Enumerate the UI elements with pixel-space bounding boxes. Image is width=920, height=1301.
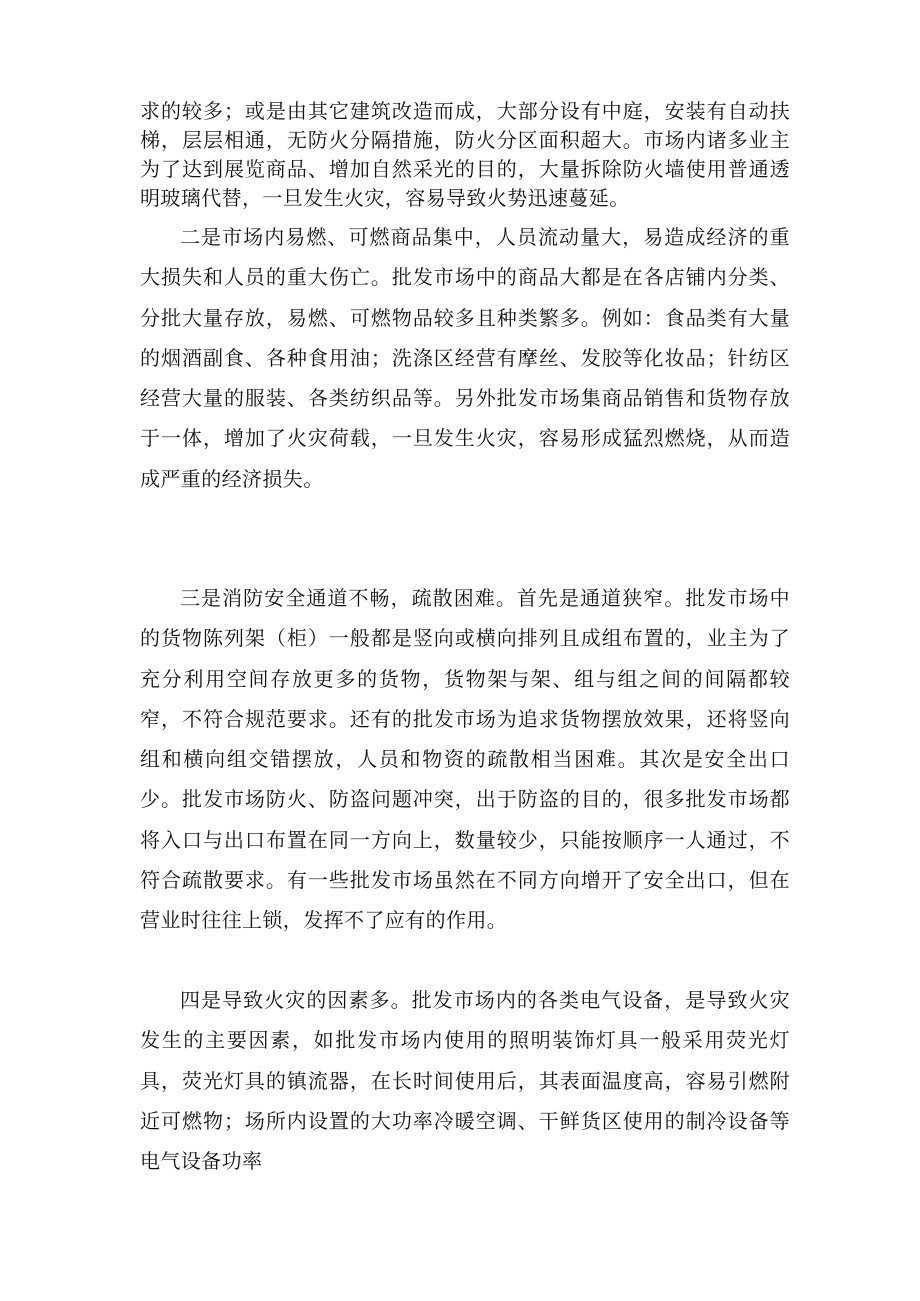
paragraph-flammable-goods: 二是市场内易燃、可燃商品集中，人员流动量大，易造成经济的重大损失和人员的重大伤亡。批发市场中的商品大都是在各店铺内分类、分批大量存放，易燃、可燃物品较多且种类繁多。例如：食品类有大量的烟酒副食、各种食用油；洗涤区经营有摩丝、发胶等化妆品；针纺区经营大量的服装、各类纺织品等。另外批发市场集商品销售和货物存放于一体，增加了火灾荷载，一旦发生火灾，容易形成猛烈燃烧，从而造成严重的经济损失。 [140, 225, 790, 491]
paragraph-evacuation-passages: 三是消防安全通道不畅，疏散困难。首先是通道狭窄。批发市场中的货物陈列架（柜）一般都是竖向或横向排列且成组布置的，业主为了充分利用空间存放更多的货物，货物架与架、组与组之间的间隔都较窄，不符合规范要求。还有的批发市场为追求货物摆放效果，还将竖向组和横向组交错摆放，人员和物资的疏散相当困难。其次是安全出口少。批发市场防火、防盗问题冲突，出于防盗的目的，很多批发市场都将入口与出口布置在同一方向上，数量较少，只能按顺序一人通过，不符合疏散要求。有一些批发市场虽然在不同方向增开了安全出口，但在营业时往往上锁，发挥不了应有的作用。 [140, 586, 790, 933]
paragraph-continued: 求的较多；或是由其它建筑改造而成，大部分设有中庭，安装有自动扶梯，层层相通，无防火分隔措施，防火分区面积超大。市场内诸多业主为了达到展览商品、增加自然采光的目的，大量拆除防火墙使用普通透明玻璃代替，一旦发生火灾，容易导致火势迅速蔓延。 [140, 99, 790, 210]
paragraph-fire-factors: 四是导致火灾的因素多。批发市场内的各类电气设备，是导致火灾发生的主要因素，如批发市场内使用的照明装饰灯具一般采用荧光灯具，荧光灯具的镇流器，在长时间使用后，其表面温度高，容易引燃附近可燃物；场所内设置的大功率冷暖空调、干鲜货区使用的制冷设备等电气设备功率 [140, 988, 790, 1174]
